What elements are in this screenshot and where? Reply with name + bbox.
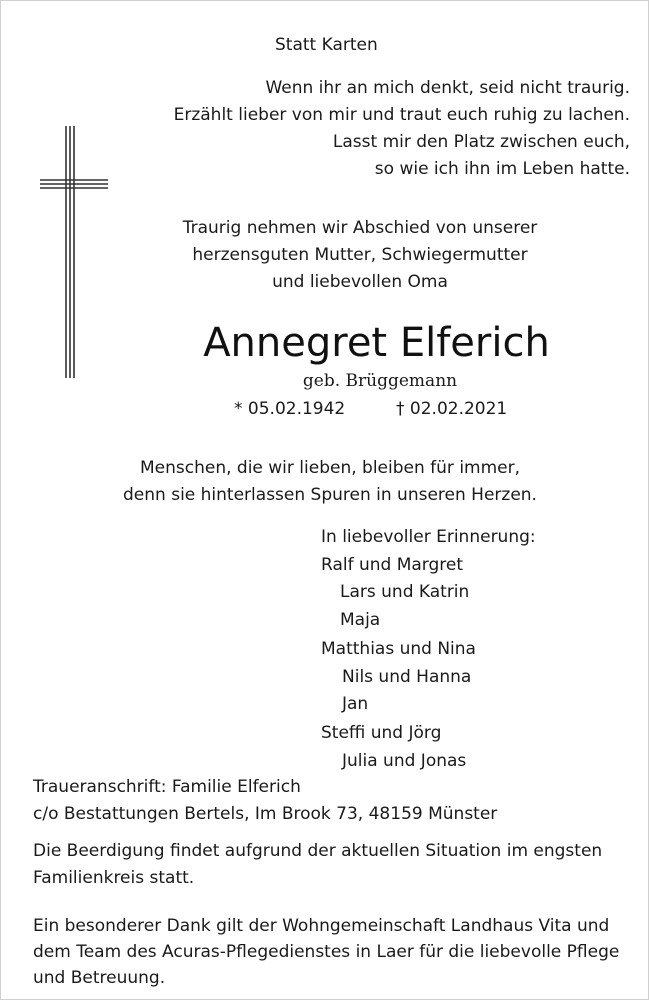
mourner-name: Ralf und Margret [321, 555, 464, 575]
mourner-name: Nils und Hanna [342, 667, 472, 687]
poem-line: Erzählt lieber von mir und traut euch ruhig zu lachen. [173, 105, 630, 125]
mourner-name: Maja [340, 610, 381, 630]
quote-line: Menschen, die wir lieben, bleiben für immer, [139, 458, 521, 478]
mourner-name: Jan [342, 694, 369, 714]
statt-karten: Statt Karten [275, 35, 378, 55]
mourner-name: Julia und Jonas [342, 751, 467, 771]
mourner-name: Lars und Katrin [340, 582, 470, 602]
poem-line: Wenn ihr an mich denkt, seid nicht traurig. [265, 78, 630, 98]
intro-line: herzensguten Mutter, Schwiegermutter [192, 245, 528, 265]
address-line: c/o Bestattungen Bertels, Im Brook 73, 48159 Münster [33, 804, 498, 824]
address-line: Traueranschrift: Familie Elferich [33, 777, 301, 797]
intro-line: Traurig nehmen wir Abschied von unserer [182, 218, 538, 238]
mourner-name: Matthias und Nina [321, 639, 476, 659]
mourners-heading: In liebevoller Erinnerung: [321, 527, 536, 547]
thanks-line: und Betreuung. [33, 968, 166, 988]
quote-line: denn sie hinterlassen Spuren in unseren Herzen. [123, 485, 537, 505]
funeral-line: Familienkreis statt. [33, 868, 195, 888]
death-date: † 02.02.2021 [396, 399, 508, 419]
deceased-name: Annegret Elferich [203, 320, 550, 366]
mourner-name: Steffi und Jörg [321, 723, 442, 743]
thanks-line: dem Team des Acuras-Pflegedienstes in Laer für die liebevolle Pflege [33, 942, 620, 962]
birth-name: geb. Brüggemann [302, 371, 458, 391]
birth-date: * 05.02.1942 [234, 399, 346, 419]
intro-line: und liebevollen Oma [272, 272, 448, 292]
funeral-line: Die Beerdigung findet aufgrund der aktuellen Situation im engsten [33, 841, 603, 861]
poem-line: so wie ich ihn im Leben hatte. [374, 159, 630, 179]
thanks-line: Ein besonderer Dank gilt der Wohngemeinschaft Landhaus Vita und [33, 916, 610, 936]
poem-line: Lasst mir den Platz zwischen euch, [332, 132, 630, 152]
